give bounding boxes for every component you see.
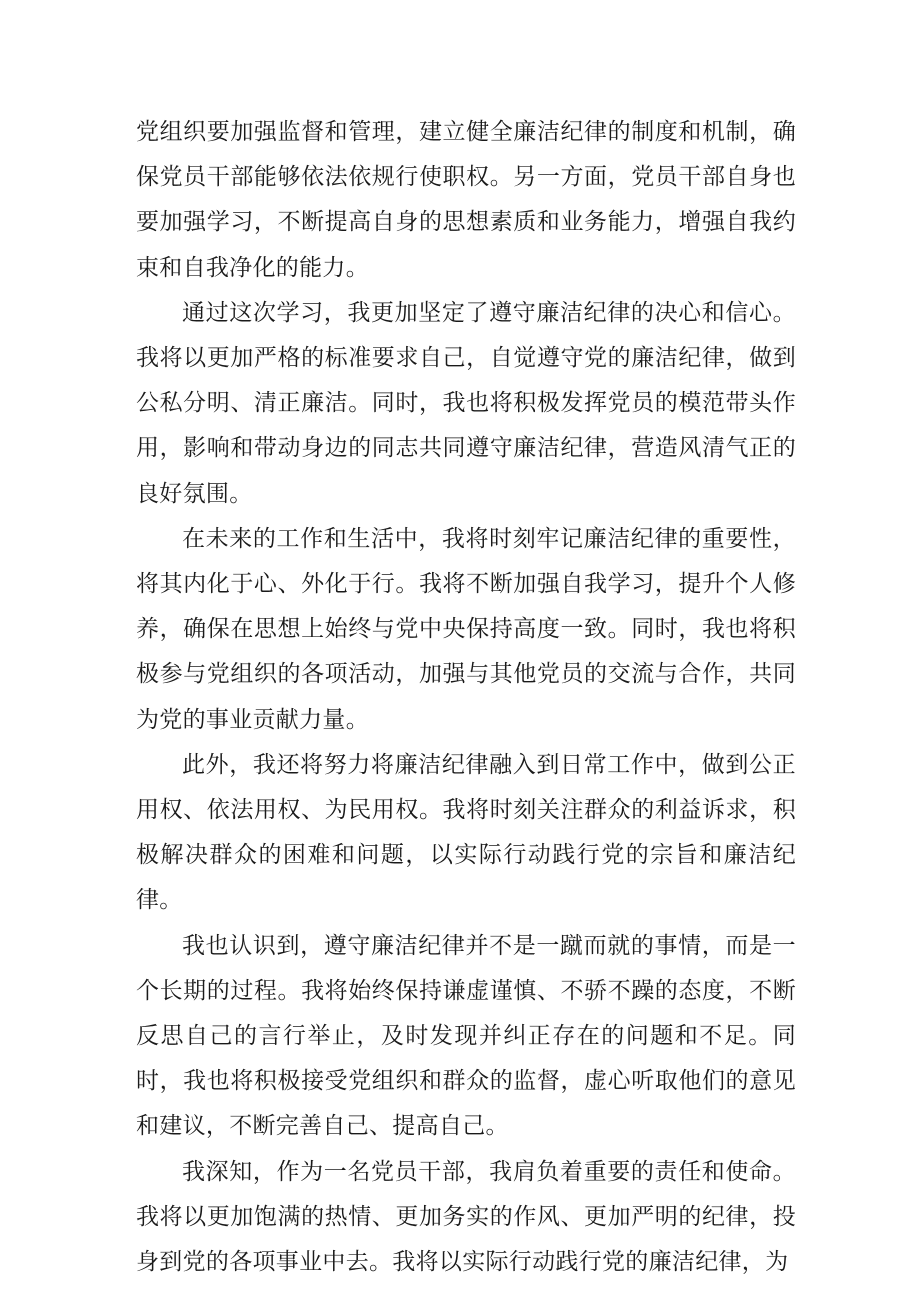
paragraph: 此外，我还将努力将廉洁纪律融入到日常工作中，做到公正用权、依法用权、为民用权。我将时刻关注群众的利益诉求，积极解决群众的困难和问题，以实际行动践行党的宗旨和廉洁纪律。 <box>136 751 796 914</box>
paragraph: 在未来的工作和生活中，我将时刻牢记廉洁纪律的重要性，将其内化于心、外化于行。我将不断加强自我学习，提升个人修养，确保在思想上始终与党中央保持高度一致。同时，我也将积极参与党组织的各项活动，加强与其他党员的交流与合作，共同为党的事业贡献力量。 <box>136 525 796 733</box>
paragraph: 我也认识到，遵守廉洁纪律并不是一蹴而就的事情，而是一个长期的过程。我将始终保持谦虚谨慎、不骄不躁的态度，不断反思自己的言行举止，及时发现并纠正存在的问题和不足。同时，我也将积极接受党组织和群众的监督，虚心听取他们的意见和建议，不断完善自己、提高自己。 <box>136 932 796 1140</box>
document-body <box>136 110 796 1285</box>
paragraph-continued: 党组织要加强监督和管理，建立健全廉洁纪律的制度和机制，确保党员干部能够依法依规行使职权。另一方面，党员干部自身也要加强学习，不断提高自身的思想素质和业务能力，增强自我约束和自我净化的能力。 <box>136 119 796 281</box>
paragraph: 我深知，作为一名党员干部，我肩负着重要的责任和使命。我将以更加饱满的热情、更加务实的作风、更加严明的纪律，投身到党的各项事业中去。我将以实际行动践行党的廉洁纪律，为 <box>136 1158 796 1276</box>
paragraph: 通过这次学习，我更加坚定了遵守廉洁纪律的决心和信心。我将以更加严格的标准要求自己，自觉遵守党的廉洁纪律，做到公私分明、清正廉洁。同时，我也将积极发挥党员的模范带头作用，影响和带动身边的同志共同遵守廉洁纪律，营造风清气正的良好氛围。 <box>136 299 796 507</box>
